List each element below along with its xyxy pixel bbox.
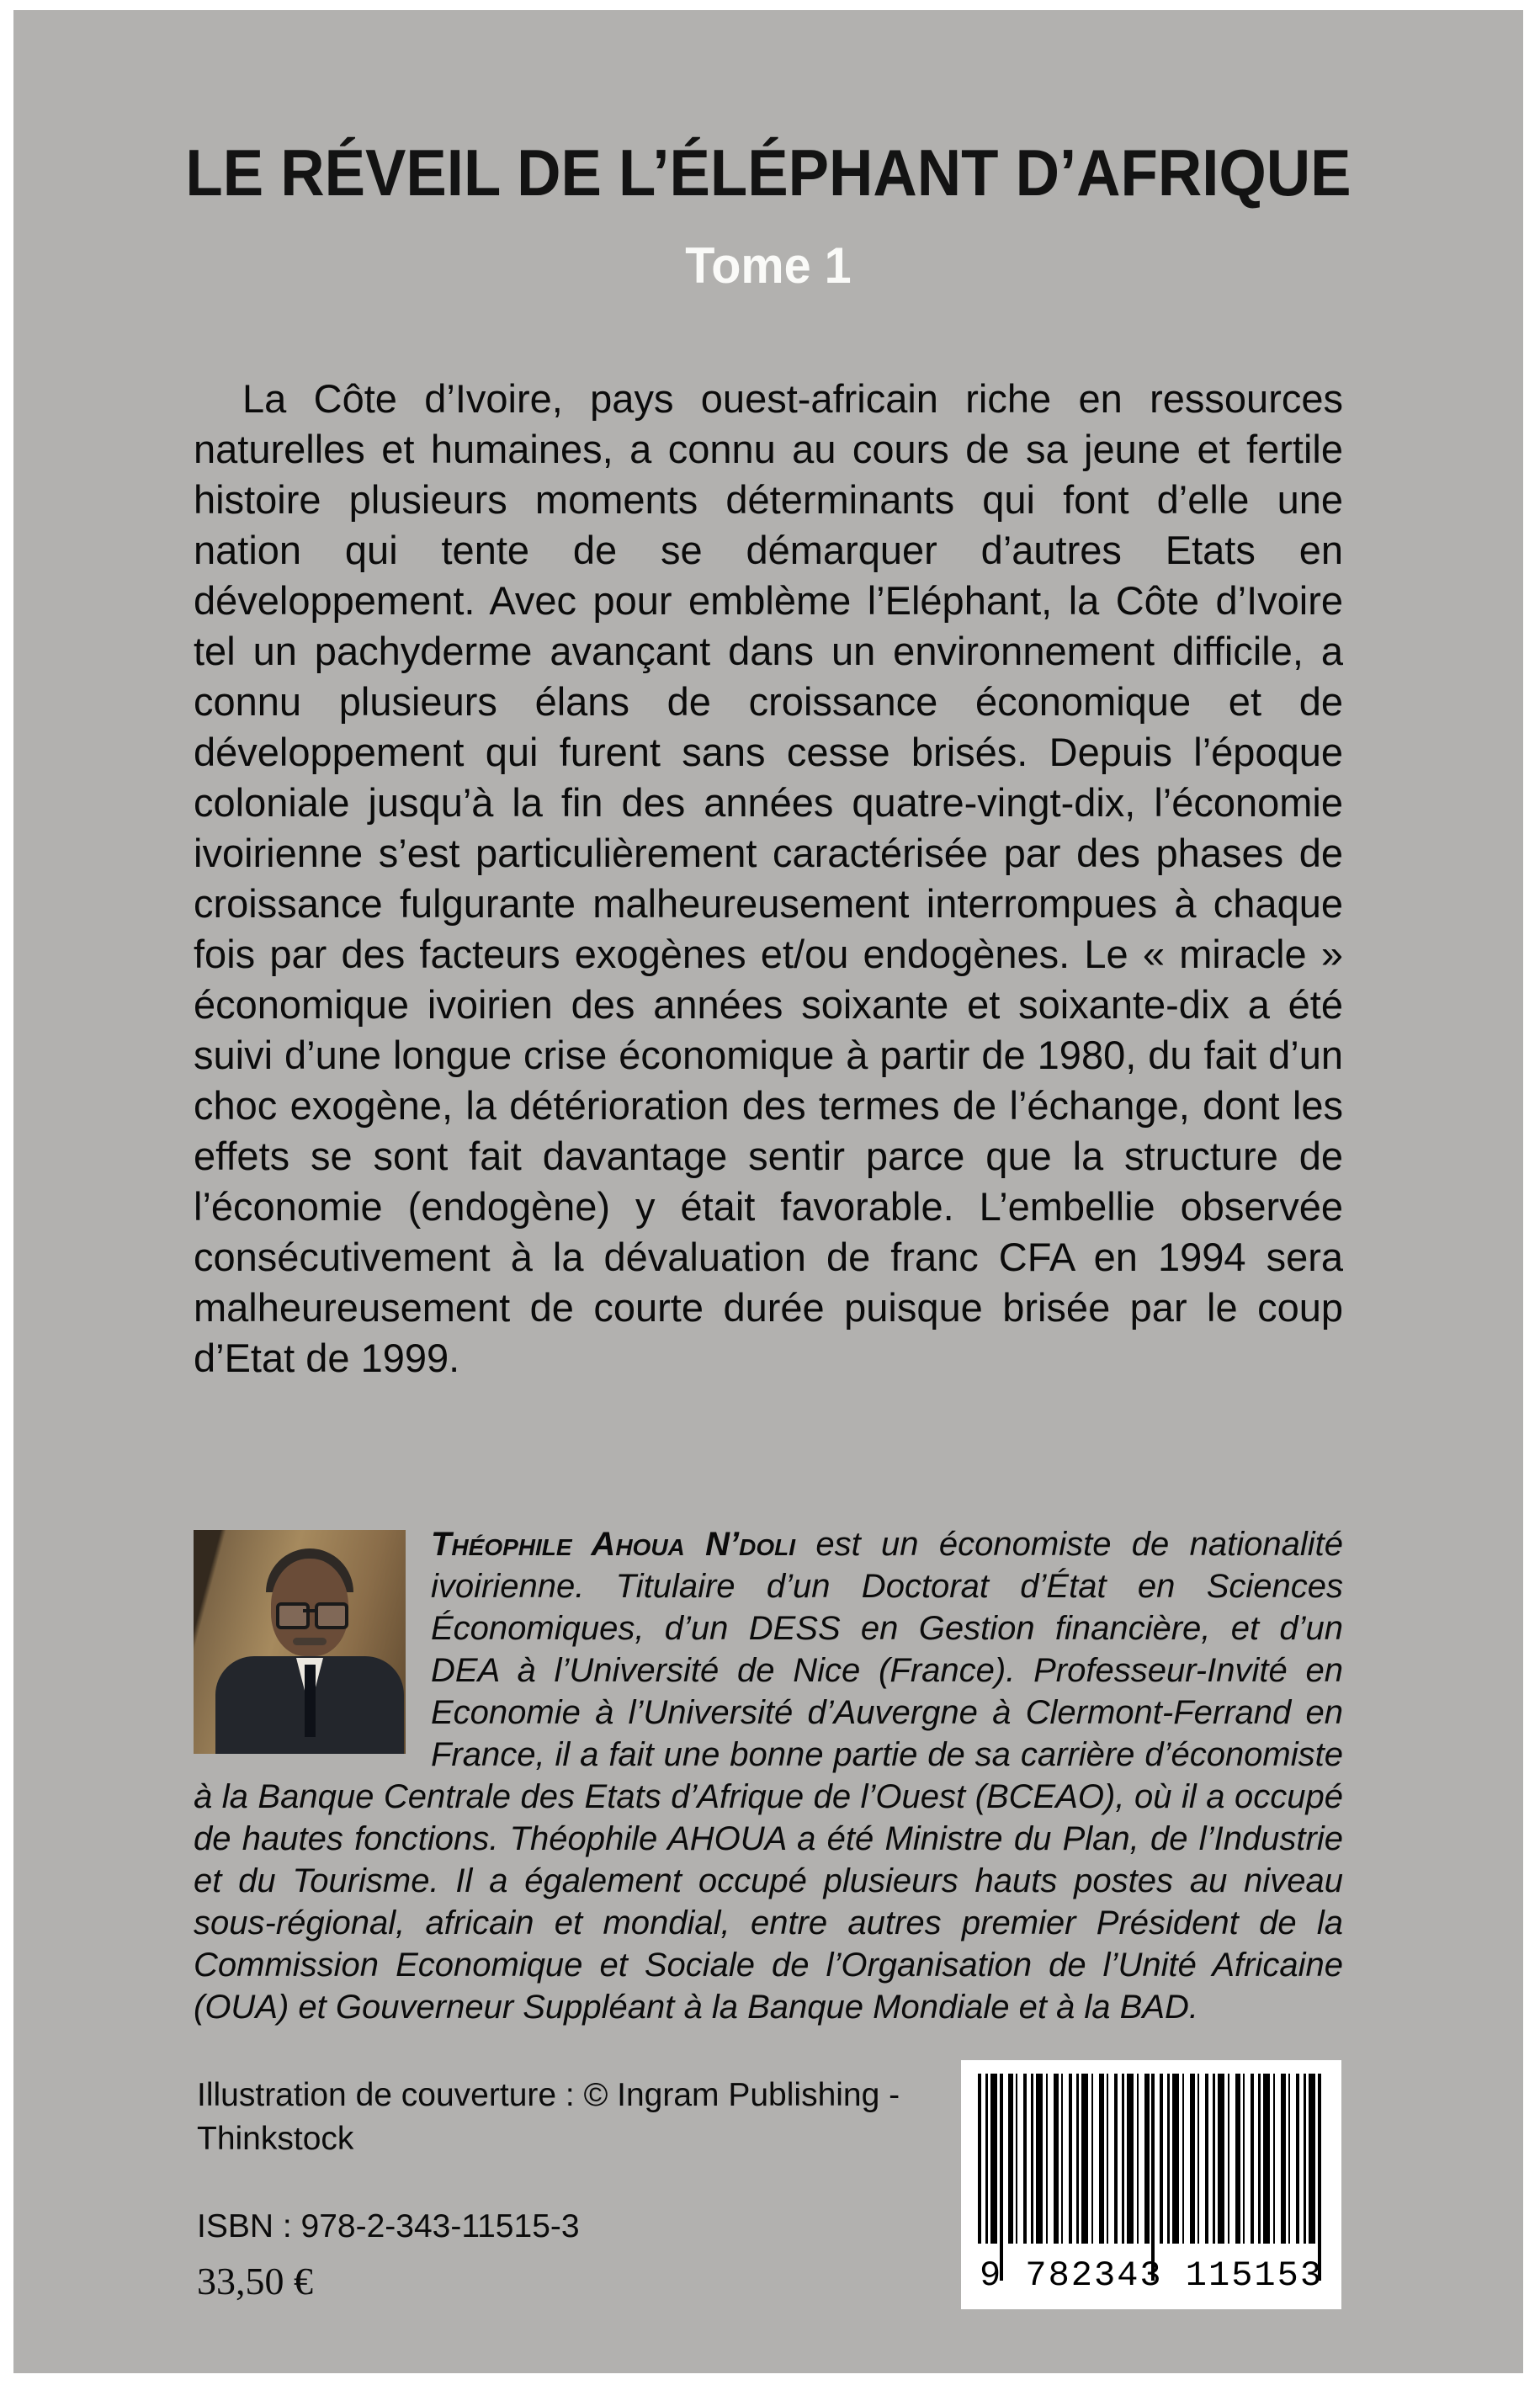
illustration-credit-line2: Thinkstock <box>197 2121 354 2157</box>
illustration-credit-line1: Illustration de couverture : © Ingram Publishing - <box>197 2077 900 2113</box>
author-name: Théophile Ahoua N’doli <box>431 1526 795 1563</box>
photo-glasses-bridge <box>303 1609 316 1612</box>
barcode-digits: 9 782343 115153 <box>979 2255 1324 2296</box>
author-bio-body: est un économiste de nationalité ivoirienne. Titulaire d’un Doctorat d’État en Sciences Économiques, d’un DESS en Gestion financière, et d’un DEA à l’Université de Nice (France). Professeur-Invité en Economie à l’Université d’Auvergne à Clermont-Ferrand en France, il a fait une bonne partie de sa carrière d’économiste à la Banque Centrale des Etats d’Afrique de l’Ouest (BCEAO), où il a occupé de hautes fonctions. Théophile AHOUA a été Ministre du Plan, de l’Industrie et du Tourisme. Il a également occupé plusieurs hauts postes au niveau sous-régional, africain et mondial, entre autres premier Président de la Commission Economique et Sociale de l’Organisation de l’Unité Africaine (OUA) et Gouverneur Suppléant à la Banque Mondiale et à la BAD. <box>194 1526 1343 2026</box>
barcode-guard-right <box>1318 2074 1321 2281</box>
author-bio-section <box>194 1523 1343 2028</box>
cover-surface <box>13 10 1523 2373</box>
illustration-credit <box>197 2074 954 2161</box>
photo-glasses-left-lens <box>276 1602 310 1629</box>
price-text: 33,50 € <box>197 2260 313 2303</box>
photo-tie-shape <box>305 1665 316 1737</box>
photo-mustache-shape <box>293 1638 327 1645</box>
barcode <box>961 2060 1341 2309</box>
barcode-guard-middle <box>1151 2074 1155 2281</box>
book-title: LE RÉVEIL DE L’ÉLÉPHANT D’AFRIQUE <box>185 135 1351 210</box>
synopsis-paragraph: La Côte d’Ivoire, pays ouest-africain riche en ressources naturelles et humaines, a connu au cours de sa jeune et fertile histoire plusieurs moments déterminants qui font d’elle une nation qui tente de se démarquer d’autres Etats en développement. Avec pour emblème l’Eléphant, la Côte d’Ivoire tel un pachyderme avançant dans un environnement difficile, a connu plusieurs élans de croissance économique et de développement qui furent sans cesse brisés. Depuis l’époque coloniale jusqu’à la fin des années quatre-vingt-dix, l’économie ivoirienne s’est particulièrement caractérisée par des phases de croissance fulgurante malheureusement interrompues à chaque fois par des facteurs exogènes et/ou endogènes. Le « miracle » économique ivoirien des années soixante et soixante-dix a été suivi d’une longue crise économique à partir de 1980, du fait d’un choc exogène, la détérioration des termes de l’échange, dont les effets se sont fait davantage sentir parce que la structure de l’économie (endogène) y était favorable. L’embellie observée consécutivement à la dévaluation de franc CFA en 1994 sera malheureusement de courte durée puisque brisée par le coup d’Etat de 1999. <box>194 376 1343 1380</box>
photo-glasses-right-lens <box>315 1602 348 1629</box>
author-photo <box>194 1530 406 1754</box>
barcode-guard-left <box>1000 2074 1003 2281</box>
book-subtitle: Tome 1 <box>685 237 852 294</box>
isbn-text: ISBN : 978-2-343-11515-3 <box>197 2208 580 2244</box>
